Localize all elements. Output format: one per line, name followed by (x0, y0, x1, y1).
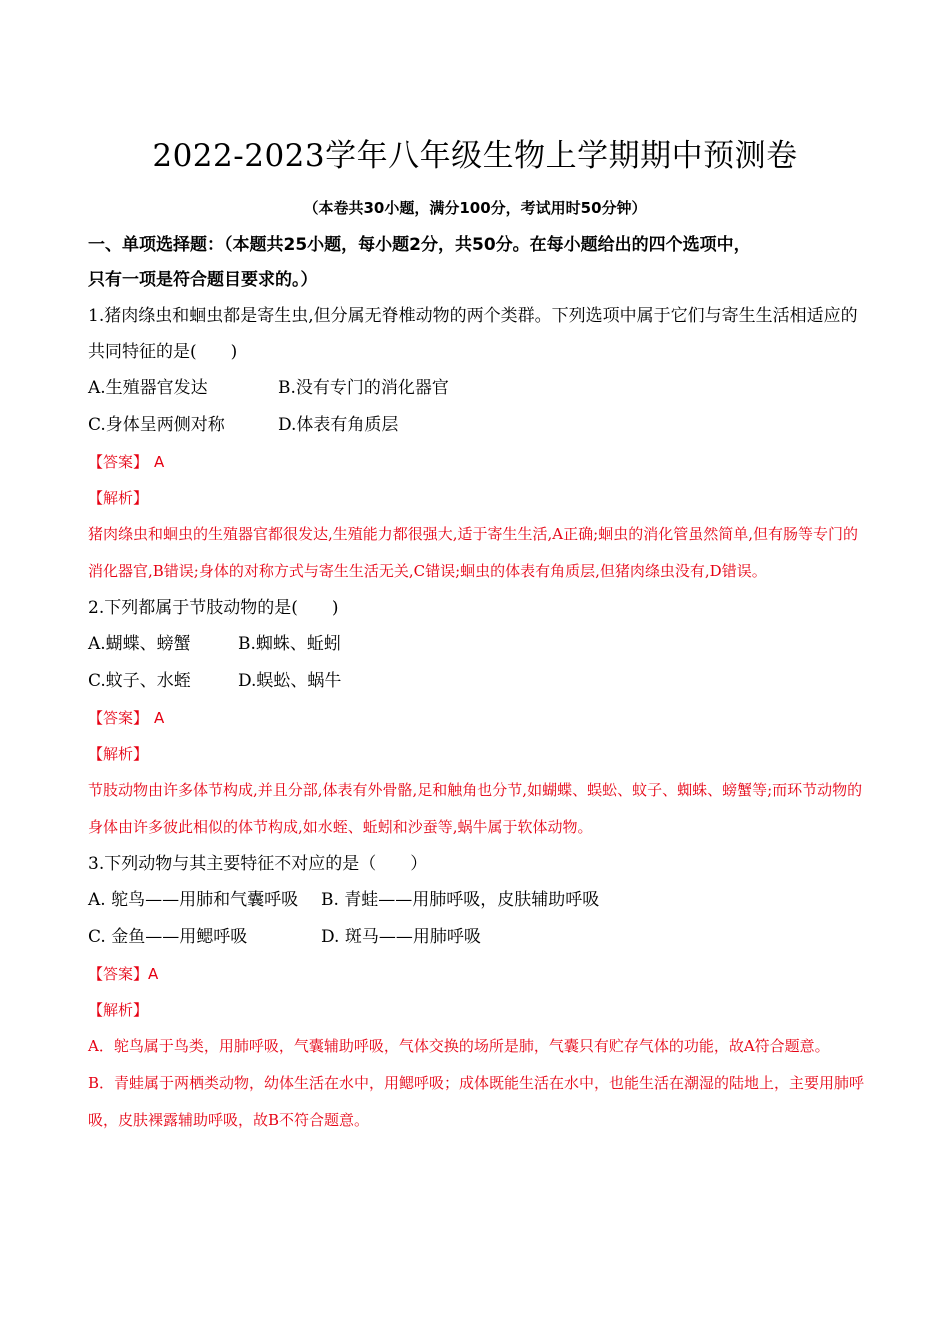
option-c: C.身体呈两侧对称 (88, 415, 225, 435)
question-2 (88, 590, 868, 846)
options-row (88, 663, 868, 700)
analysis-text: A．鸵鸟属于鸟类，用肺呼吸，气囊辅助呼吸，气体交换的场所是肺，气囊只有贮存气体的功能，故A符合题意。 (88, 1037, 830, 1055)
answer-label: 【答案】 (88, 709, 149, 727)
question-stem: 2.下列都属于节肢动物的是( ) (88, 598, 339, 618)
answer-line (88, 700, 868, 736)
option-b: B.没有专门的消化器官 (278, 378, 449, 398)
document-body (88, 228, 868, 1139)
section-heading-line1: 一、单项选择题：（本题共25小题，每小题2分，共50分。在每小题给出的四个选项中， (88, 235, 751, 255)
section-heading (88, 228, 868, 298)
option-d: D.体表有角质层 (278, 415, 399, 435)
options-row (88, 370, 868, 407)
option-a: A.生殖器官发达 (88, 378, 208, 398)
option-b: B.蜘蛛、蚯蚓 (238, 634, 341, 654)
options-row (88, 882, 868, 919)
answer-value: A (154, 453, 165, 471)
analysis-text: B．青蛙属于两栖类动物，幼体生活在水中，用鳃呼吸；成体既能生活在水中，也能生活在潮湿的陆地上，主要用肺呼吸，皮肤裸露辅助呼吸，故B不符合题意。 (88, 1074, 865, 1129)
answer-label: 【答案】 (88, 965, 149, 983)
option-d: D. 斑马——用肺呼吸 (321, 927, 481, 947)
analysis-label: 【解析】 (88, 489, 149, 507)
option-b: B. 青蛙——用肺呼吸，皮肤辅助呼吸 (321, 890, 600, 910)
option-d: D.蜈蚣、蜗牛 (238, 671, 342, 691)
question-stem: 1.猪肉绦虫和蛔虫都是寄生虫,但分属无脊椎动物的两个类群。下列选项中属于它们与寄生生活相适应的共同特征的是( ) (88, 306, 858, 362)
answer-value: A (154, 709, 165, 727)
question-3 (88, 846, 868, 1139)
answer-label: 【答案】 (88, 453, 149, 471)
answer-value: A (148, 965, 159, 983)
analysis-label: 【解析】 (88, 1001, 149, 1019)
option-a: A. 鸵鸟——用肺和气囊呼吸 (88, 890, 299, 910)
analysis-text: 节肢动物由许多体节构成,并且分部,体表有外骨骼,足和触角也分节,如蝴蝶、蜈蚣、蚊子、蜘蛛、螃蟹等;而环节动物的身体由许多彼此相似的体节构成,如水蛭、蚯蚓和沙蚕等,蜗牛属于软体动物。 (88, 781, 863, 836)
exam-info: （本卷共30小题，满分100分，考试用时50分钟） (303, 199, 647, 217)
option-c: C. 金鱼——用鳃呼吸 (88, 927, 248, 947)
answer-line (88, 444, 868, 480)
page-title: 2022-2023学年八年级生物上学期期中预测卷 (152, 138, 798, 174)
question-stem: 3.下列动物与其主要特征不对应的是（ ） (88, 854, 428, 874)
section-heading-line2: 只有一项是符合题目要求的。） (88, 270, 318, 290)
options-row (88, 626, 868, 663)
options-row (88, 407, 868, 444)
options-row (88, 919, 868, 956)
analysis-label: 【解析】 (88, 745, 149, 763)
analysis-text: 猪肉绦虫和蛔虫的生殖器官都很发达,生殖能力都很强大,适于寄生生活,A正确;蛔虫的消化管虽然简单,但有肠等专门的消化器官,B错误;身体的对称方式与寄生生活无关,C错误;蛔虫的体表有角质层,但猪肉绦虫没有,D错误。 (88, 525, 858, 580)
option-a: A.蝴蝶、螃蟹 (88, 634, 191, 654)
answer-line (88, 956, 868, 992)
option-c: C.蚊子、水蛭 (88, 671, 191, 691)
question-1 (88, 298, 868, 590)
